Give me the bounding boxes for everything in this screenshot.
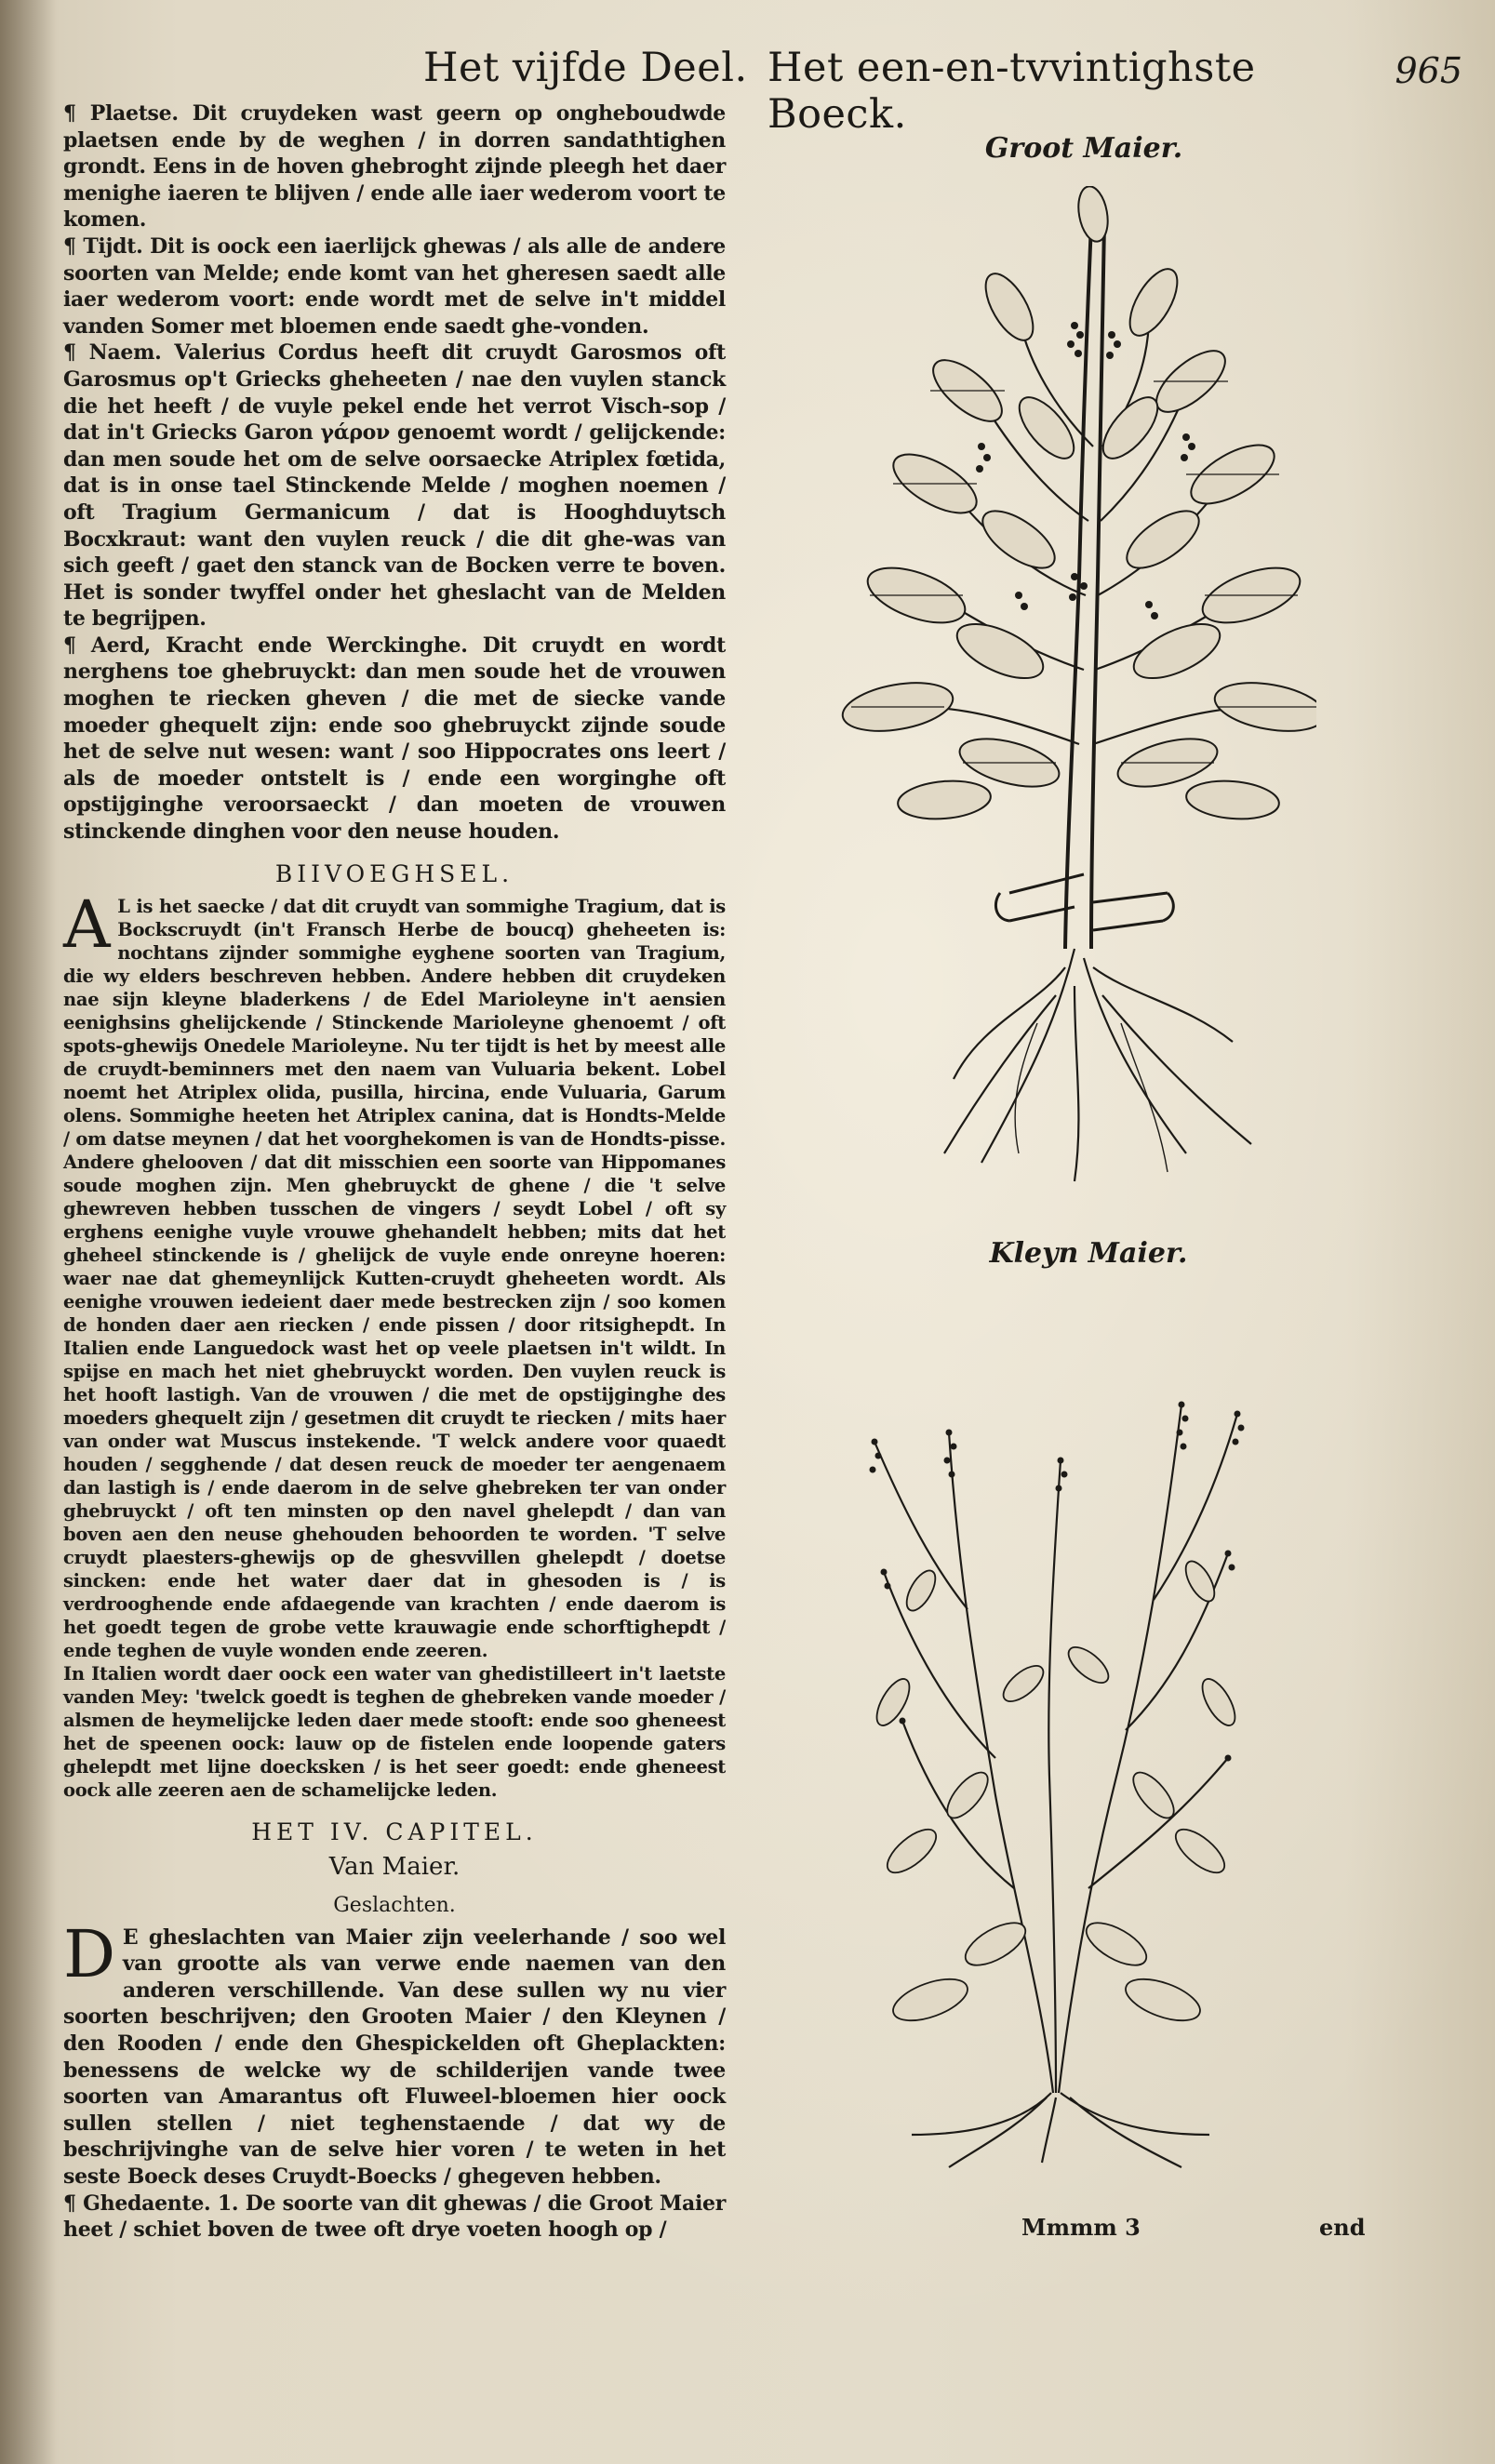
- paragraph-aerd: ¶ Aerd, Kracht ende Werckinghe. Dit cruydt en wordt nerghens toe ghebruyckt: dan men soude het de vrouwen moghen te riecken gheven / die met de siecke vande moeder ghequelt zijn: ende soo ghebruyckt zijnde soude het de selve nut wesen: want / soo Hippocrates ons leert / als de moeder ontstelt is / ende een worginghe oft opstijginghe veroorsaeckt / dan moeten de vrouwen stinckende dinghen voor den neuse houden.: [63, 633, 726, 845]
- chapter-text-2: ¶ Ghedaente. 1. De soorte van dit ghewas / die Groot Maier heet / schiet boven de twee oft drye voeten hoogh op /: [63, 2191, 726, 2243]
- part-title: Het vijfde Deel.: [423, 45, 748, 91]
- book-title: Het een-en-tvvintighste Boeck.: [768, 45, 1256, 138]
- gutter-shadow: [0, 0, 56, 2464]
- catchword: end: [1319, 2214, 1366, 2241]
- paragraph-plaetse: ¶ Plaetse. Dit cruydeken wast geern op ongheboudwde plaetsen ende by de weghen / in dorren sandathtighen grondt. Eens in de hoven ghebroght zijnde pleegh het daer menighe iaeren te blijven / ende alle iaer wederom voort te komen.: [63, 101, 726, 233]
- woodcut-kleyn-maier: [809, 1293, 1330, 2177]
- text-column: [63, 100, 726, 2244]
- bivoeghsel-heading: BIIVOEGHSEL.: [274, 859, 514, 887]
- bivoeghsel-text: [63, 886, 726, 1662]
- dropcap-d: D: [63, 1915, 115, 1992]
- paragraph-tijdt: ¶ Tijdt. Dit is oock een iaerlijck ghewas / als alle de andere soorten van Melde; ende komt van het gheresen saedt alle iaer wederom voort: ende wordt met de selve in't middel vanden Somer met bloemen ende saedt ghe-vonden.: [63, 233, 726, 339]
- page-number: 965: [1395, 50, 1462, 91]
- signature-mark: Mmmm 3: [1021, 2214, 1141, 2241]
- bivoeghsel-body: L is het saecke / dat dit cruydt van sommighe Tragium, dat is Bockscruydt (in't Fransch Herbe de boucq) gheheeten is: nochtans zijnder sommighe eyghene soorten van Tragium, die wy elders beschreven hebben. Andere hebben dit cruydeken nae sijn kleyne bladerkens / de Edel Marioleyne in't aensien eenighsins ghelijckende / Stinckende Marioleyne ghenoemt / oft spots-ghewijs Onedele Marioleyne. Nu ter tijdt is het by meest alle de cruydt-beminners met den naem van Vuluaria bekent. Lobel noemt het Atriplex olida, pusilla, hircina, ende Vuluaria, Garum olens. Sommighe heeten het Atriplex canina, dat is Hondts-Melde / om datse meynen / dat het voorghekomen is van de Hondts-pisse. Andere ghelooven / dat dit misschien een soorte van Hippomanes soude moghen zijn. Men ghebruyckt de ghene / die 't selve ghewreven hebben tusschen de vingers / seydt Lobel / oft sy erghens eenighe vuyle vrouwe ghehandelt hebben; mits dat het gheheel stinckende is / ghelijck de vuyle ende onreyne hoeren: waer nae dat ghemeynlijck Kutten-cruydt gheheeten wordt. Als eenighe vrouwen iedeient daer mede bestrecken zijn / soo komen de honden daer aen riecken / ende pissen / door ritsighepdt. In Italien ende Languedock wast het op veele plaetsen in't wildt. In spijse en mach het niet ghebruyckt worden. Den vuylen reuck is het hooft lastigh. Van de vrouwen / die met de opstijginghe des moeders ghequelt zijn / gesetmen dit cruydt te riecken / mits haer van onder wat Muscus instekende. 'T welck andere voor quaedt houden / segghende / dat desen reuck de moeder ter aengenaem dan lastigh is / ende daerom in de selve ghebreken ter van onder ghebruyckt / oft ten minsten op den navel ghelepdt / dan van boven aen den neuse ghehouden behoorden te worden. 'T selve cruydt plaesters-ghewijs op de ghesvvillen ghelepdt / doetse sincken: ende het water daer dat in ghesoden is / is verdrooghende ende afdaegende van krachten / ende daerom is het goedt tegen de grobe vette krauwagie ende schorftighepdt / ende teghen de vuyle wonden ende zeeren.: [63, 895, 726, 1661]
- dropcap-a: A: [63, 886, 111, 963]
- paragraph-naem: ¶ Naem. Valerius Cordus heeft dit cruydt Garosmos oft Garosmus op't Griecks gheheeten / nae den vuylen stanck die het heeft / de vuyle pekel ende het verrot Visch-sop / dat in't Griecks Garon γάρον genoemt wordt / gelijckende: dan men soude het om de selve oorsaecke Atriplex fœtida, dat is in onse tael Stinckende Melde / moghen noemen / oft Tragium Germanicum / dat is Hooghduytsch Bocxkraut: want den vuylen reuck / die dit ghe-was van sich geeft / gaet den stanck van de Bocken verre te boven. Het is sonder twyffel onder het gheslacht van de Melden te begrijpen.: [63, 340, 726, 632]
- chapter-heading: HET IV. CAPITEL.: [251, 1818, 538, 1845]
- chapter-body: E gheslachten van Maier zijn veelerhande / soo wel van grootte als van verwe ende naemen van den anderen verschillende. Van dese sullen wy nu vier soorten beschrijven; den Grooten Maier / den Kleynen / den Rooden / ende den Ghespickelden oft Gheplackten: benessens de welcke wy de schilderijen vande twee soorten van Amarantus oft Fluweel-bloemen hier oock sullen stellen / niet teghenstaende / dat wy de beschrijvinghe van de selve hier voren / te weten in het seste Boeck deses Cruydt-Boecks / ghegeven hebben.: [63, 1925, 726, 2189]
- figure-title-kleyn-maier: Kleyn Maier.: [989, 1237, 1188, 1270]
- bivoeghsel-text-2: In Italien wordt daer oock een water van ghedistilleert in't laetste vanden Mey: 'twelck goedt is teghen de ghebreken vande moeder / alsmen de heymelijcke leden daer mede stooft: ende soo gheneest het de speenen oock: lauw op de fistelen ende loopende gaters ghelepdt met lijne doecksken / is het seer goedt: ende gheneest oock alle zeeren aen de schamelijcke leden.: [63, 1662, 726, 1801]
- chapter-subheading: Geslachten.: [333, 1893, 456, 1917]
- chapter-text: [63, 1915, 726, 2191]
- chapter-title: Van Maier.: [328, 1852, 461, 1881]
- woodcut-groot-maier: [795, 186, 1316, 1200]
- figure-title-groot-maier: Groot Maier.: [984, 132, 1183, 165]
